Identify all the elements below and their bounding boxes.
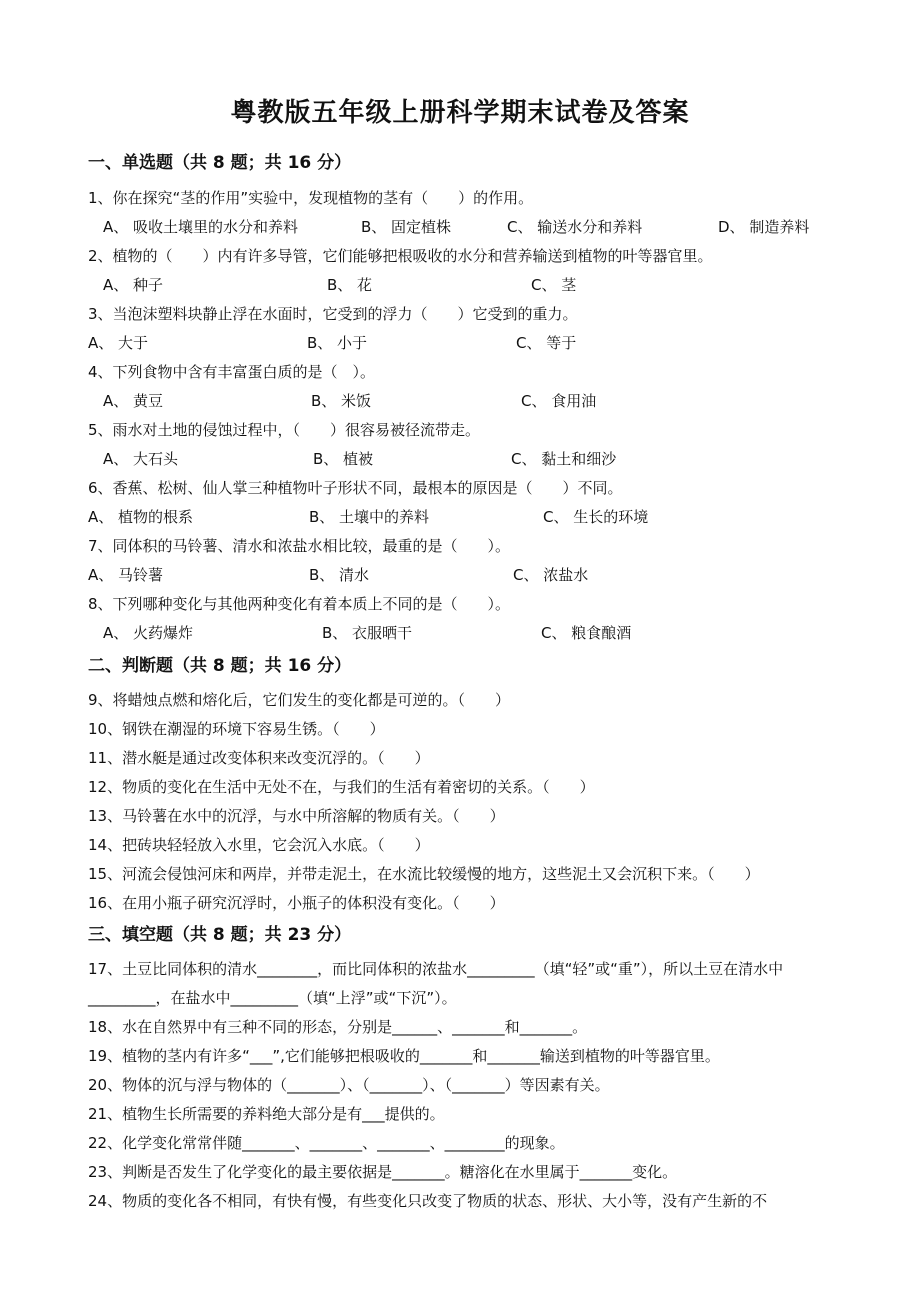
option: A、 马铃薯 [88,566,164,584]
question-14: 14、把砖块轻轻放入水里，它会沉入水底。（ ） [88,836,430,854]
question-15: 15、河流会侵蚀河床和两岸，并带走泥土，在水流比较缓慢的地方，这些泥土又会沉积下来。（ ） [88,865,760,883]
question-24: 24、物质的变化各不相同，有快有慢，有些变化只改变了物质的状态、形状、大小等，没有产生新的不 [88,1192,768,1210]
option: A、 大石头 [103,450,179,468]
page-title: 粤教版五年级上册科学期末试卷及答案 [230,98,690,128]
question-9: 9、将蜡烛点燃和熔化后，它们发生的变化都是可逆的。（ ） [88,691,511,709]
question-7: 7、同体积的马铃薯、清水和浓盐水相比较，最重的是（ ）。 [88,537,511,555]
option: A、 植物的根系 [88,508,194,526]
question-21: 21、植物生长所需要的养料绝大部分是有___提供的。 [88,1105,445,1123]
option: A、 种子 [103,276,164,294]
question-10: 10、钢铁在潮湿的环境下容易生锈。（ ） [88,720,385,738]
question-16: 16、在用小瓶子研究沉浮时，小瓶子的体积没有变化。（ ） [88,894,505,912]
question-1: 1、你在探究“茎的作用”实验中，发现植物的茎有（ ）的作用。 [88,189,534,207]
option: C、 黏土和细沙 [511,450,617,468]
option: C、 生长的环境 [543,508,649,526]
question-12: 12、物质的变化在生活中无处不在，与我们的生活有着密切的关系。（ ） [88,778,595,796]
question-4: 4、下列食物中含有丰富蛋白质的是（ ）。 [88,363,376,381]
question-11: 11、潜水艇是通过改变体积来改变沉浮的。（ ） [88,749,430,767]
question-8: 8、下列哪种变化与其他两种变化有着本质上不同的是（ ）。 [88,595,511,613]
section-heading-single-choice: 一、单选题（共 8 题；共 16 分） [88,153,352,173]
question-6: 6、香蕉、松树、仙人掌三种植物叶子形状不同，最根本的原因是（ ）不同。 [88,479,623,497]
option: C、 输送水分和养料 [507,218,643,236]
option: A、 吸收土壤里的水分和养料 [103,218,299,236]
section-heading-fill-blank: 三、填空题（共 8 题；共 23 分） [88,925,352,945]
option: A、 大于 [88,334,149,352]
question-2: 2、植物的（ ）内有许多导管，它们能够把根吸收的水分和营养输送到植物的叶等器官里。 [88,247,713,265]
option: C、 等于 [516,334,577,352]
question-18: 18、水在自然界中有三种不同的形态，分别是______、_______和_______。 [88,1018,588,1036]
option: A、 火药爆炸 [103,624,194,642]
option: B、 花 [327,276,373,294]
option: C、 茎 [531,276,577,294]
option: B、 清水 [309,566,370,584]
option: B、 土壤中的养料 [309,508,430,526]
option: B、 衣服晒干 [322,624,413,642]
question-3: 3、当泡沫塑料块静止浮在水面时，它受到的浮力（ ）它受到的重力。 [88,305,578,323]
option: D、 制造养料 [718,218,810,236]
question-5: 5、雨水对土地的侵蚀过程中，（ ）很容易被径流带走。 [88,421,481,439]
section-heading-true-false: 二、判断题（共 8 题；共 16 分） [88,656,352,676]
option: C、 浓盐水 [513,566,589,584]
option: B、 米饭 [311,392,372,410]
option: C、 食用油 [521,392,597,410]
option: B、 小于 [307,334,368,352]
question-17: 17、土豆比同体积的清水________，而比同体积的浓盐水_________（填“轻”或“重”），所以土豆在清水中 [88,960,784,978]
question-20: 20、物体的沉与浮与物体的（_______）、（_______）、（_______）等因素有关。 [88,1076,610,1094]
question-13: 13、马铃薯在水中的沉浮，与水中所溶解的物质有关。（ ） [88,807,505,825]
option: B、 固定植株 [361,218,452,236]
question-22: 22、化学变化常常伴随_______、_______、_______、________的现象。 [88,1134,565,1152]
option: B、 植被 [313,450,374,468]
question-19: 19、植物的茎内有许多“___”,它们能够把根吸收的_______和_______输送到植物的叶等器官里。 [88,1047,720,1065]
question-17-continued: _________，在盐水中_________（填“上浮”或“下沉”）。 [88,989,457,1007]
question-23: 23、判断是否发生了化学变化的最主要依据是_______。糖溶化在水里属于_______变化。 [88,1163,678,1181]
option: C、 粮食酿酒 [541,624,632,642]
option: A、 黄豆 [103,392,164,410]
